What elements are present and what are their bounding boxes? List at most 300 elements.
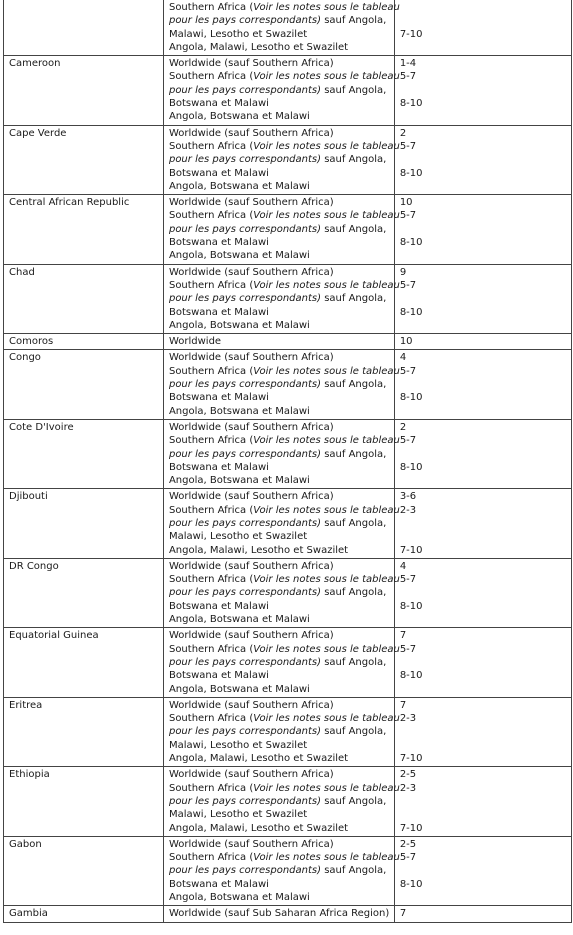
zone-line — [169, 292, 390, 305]
zone-text: Malawi, Lesotho et Swazilet — [168, 809, 308, 821]
value-cell — [394, 558, 571, 627]
zone-line — [168, 1, 400, 14]
zone-text: Southern Africa ( — [168, 852, 254, 864]
country-cell — [4, 334, 164, 350]
country-name: Gambia — [9, 908, 48, 920]
country-cell — [4, 906, 164, 922]
zone-text: Southern Africa ( — [168, 140, 254, 152]
zone-line — [168, 851, 400, 864]
zone-text: Botswana et Malawi — [168, 167, 269, 179]
zone-text: sauf Angola, — [321, 587, 387, 599]
zone-text: sauf Angola, — [321, 656, 387, 668]
value-line — [400, 864, 567, 877]
value-line — [400, 586, 567, 599]
value-line — [400, 474, 567, 487]
zone-note-italic: Voir les notes sous le tableau — [253, 504, 400, 516]
value-line: 7 — [399, 630, 407, 642]
zone-text: Worldwide (sauf Southern Africa) — [168, 266, 334, 278]
coverage-zone-cell — [163, 558, 400, 627]
zone-line — [169, 167, 390, 180]
zone-text: Southern Africa ( — [168, 279, 254, 291]
value-line — [400, 613, 567, 626]
table-row — [4, 56, 572, 125]
value-line: 2-3 — [399, 782, 417, 794]
zone-note-italic: Voir les notes sous le tableau — [253, 713, 400, 725]
zone-line — [168, 643, 400, 656]
zone-text: Botswana et Malawi — [168, 306, 269, 318]
value-line: 8-10 — [399, 392, 423, 404]
zone-note-italic: Voir les notes sous le tableau — [253, 279, 400, 291]
zone-line — [169, 795, 390, 808]
zone-text: Southern Africa ( — [168, 210, 254, 222]
value-line — [400, 84, 567, 97]
country-cell — [4, 0, 164, 56]
zone-note-italic: Voir les notes sous le tableau — [253, 435, 400, 447]
table-row — [4, 489, 572, 558]
zone-text: Worldwide (sauf Southern Africa) — [168, 769, 334, 781]
table-row — [4, 195, 572, 264]
zone-line — [169, 517, 390, 530]
zone-note-italic: pour les pays correspondants) — [168, 223, 322, 235]
country-name: Gabon — [9, 838, 42, 850]
zone-text: Worldwide (sauf Southern Africa) — [168, 197, 334, 209]
value-cell — [394, 419, 571, 488]
zone-line — [168, 712, 400, 725]
country-name: Chad — [9, 266, 35, 278]
zone-text: Southern Africa ( — [168, 782, 254, 794]
zone-text: sauf Angola, — [321, 726, 387, 738]
country-cell — [4, 350, 164, 419]
zone-text: Worldwide (sauf Southern Africa) — [168, 58, 334, 70]
zone-text: sauf Angola, — [321, 223, 387, 235]
zone-note-italic: Voir les notes sous le tableau — [253, 574, 400, 586]
value-line — [400, 319, 567, 332]
zone-line — [169, 461, 390, 474]
country-name: Djibouti — [9, 491, 48, 503]
value-line: 8-10 — [399, 237, 423, 249]
zone-text: Angola, Botswana et Malawi — [168, 405, 310, 417]
country-name: Comoros — [9, 336, 54, 348]
zone-text: sauf Angola, — [321, 795, 387, 807]
zone-line — [169, 474, 390, 487]
table-row — [4, 350, 572, 419]
value-line — [400, 795, 567, 808]
zone-text: Angola, Botswana et Malawi — [168, 683, 310, 695]
zone-note-italic: pour les pays correspondants) — [168, 84, 322, 96]
zone-line — [169, 28, 390, 41]
zone-text: Worldwide (sauf Southern Africa) — [168, 421, 334, 433]
zone-text: Angola, Botswana et Malawi — [168, 892, 310, 903]
value-line — [400, 517, 567, 530]
value-line — [400, 808, 567, 821]
country-name: DR Congo — [9, 560, 59, 572]
zone-line — [169, 613, 390, 626]
table-row — [4, 419, 572, 488]
value-line — [400, 530, 567, 543]
zone-line — [169, 236, 390, 249]
zone-text: Angola, Botswana et Malawi — [168, 250, 310, 262]
table-row — [4, 697, 572, 766]
value-line — [400, 683, 567, 696]
value-cell — [394, 56, 571, 125]
zone-note-italic: Voir les notes sous le tableau — [253, 140, 400, 152]
zone-line — [168, 365, 400, 378]
value-line: 2 — [399, 127, 407, 139]
country-name: Congo — [9, 352, 41, 364]
value-line — [400, 739, 567, 752]
zone-note-italic: pour les pays correspondants) — [168, 448, 322, 460]
zone-text: sauf Angola, — [321, 15, 387, 27]
value-line — [400, 180, 567, 193]
value-line: 5-7 — [399, 643, 417, 655]
table-row — [4, 264, 572, 333]
zone-line — [169, 306, 390, 319]
value-line — [400, 41, 567, 54]
value-line — [400, 405, 567, 418]
zone-line — [169, 752, 390, 765]
zone-line — [168, 782, 400, 795]
coverage-zone-cell — [163, 56, 400, 125]
country-cell — [4, 264, 164, 333]
zone-text: Worldwide — [168, 336, 222, 348]
zone-note-italic: pour les pays correspondants) — [168, 795, 322, 807]
zone-note-italic: Voir les notes sous le tableau — [253, 365, 400, 377]
value-cell — [394, 628, 571, 697]
zone-text: Botswana et Malawi — [168, 600, 269, 612]
zone-text: Angola, Malawi, Lesotho et Swazilet — [168, 822, 349, 834]
country-cell — [4, 195, 164, 264]
value-line: 7 — [399, 908, 407, 920]
coverage-zone-cell — [163, 697, 400, 766]
zone-note-italic: pour les pays correspondants) — [168, 726, 322, 738]
zone-text: Worldwide (sauf Southern Africa) — [168, 560, 334, 572]
value-line: 10 — [399, 336, 413, 348]
zone-line — [169, 907, 390, 920]
zone-text: Angola, Botswana et Malawi — [168, 475, 310, 487]
table-row — [4, 628, 572, 697]
zone-text: Southern Africa ( — [168, 713, 254, 725]
zone-text: Worldwide (sauf Southern Africa) — [168, 699, 334, 711]
value-line: 5-7 — [399, 210, 417, 222]
zone-line — [169, 838, 390, 851]
value-line: 5-7 — [399, 852, 417, 864]
zone-note-italic: pour les pays correspondants) — [168, 587, 322, 599]
value-line — [400, 292, 567, 305]
zone-line — [169, 768, 390, 781]
zone-line — [169, 891, 390, 904]
country-name: Cape Verde — [9, 127, 67, 139]
zone-note-italic: pour les pays correspondants) — [168, 517, 322, 529]
value-line: 8-10 — [399, 167, 423, 179]
country-name: Ethiopia — [9, 769, 50, 781]
country-cell — [4, 767, 164, 836]
zone-text: Southern Africa ( — [168, 435, 254, 447]
country-name: Cote D'Ivoire — [9, 421, 74, 433]
zone-text: Angola, Botswana et Malawi — [168, 111, 310, 123]
country-name — [9, 1, 159, 14]
zone-note-italic: Voir les notes sous le tableau — [253, 210, 400, 222]
value-cell — [394, 489, 571, 558]
value-line: 5-7 — [399, 365, 417, 377]
value-line: 7-10 — [399, 753, 423, 765]
country-cell — [4, 489, 164, 558]
table-row — [4, 767, 572, 836]
value-cell — [394, 350, 571, 419]
zone-text: Southern Africa ( — [168, 504, 254, 516]
zone-note-italic: Voir les notes sous le tableau — [253, 852, 400, 864]
zone-line — [168, 434, 400, 447]
value-line: 4 — [399, 352, 407, 364]
value-line: 9 — [399, 266, 407, 278]
country-cell — [4, 628, 164, 697]
value-cell — [394, 125, 571, 194]
zone-text: Worldwide (sauf Southern Africa) — [168, 838, 334, 850]
value-line: 7-10 — [399, 822, 423, 834]
country-zone-table — [3, 0, 572, 923]
value-line — [400, 14, 567, 27]
value-line: 2 — [399, 421, 407, 433]
value-line — [400, 153, 567, 166]
zone-text: Malawi, Lesotho et Swazilet — [168, 28, 308, 40]
value-line: 5-7 — [399, 279, 417, 291]
country-cell — [4, 419, 164, 488]
coverage-zone-cell — [163, 195, 400, 264]
zone-line — [169, 223, 390, 236]
zone-note-italic: pour les pays correspondants) — [168, 154, 322, 166]
value-line — [400, 223, 567, 236]
zone-note-italic: pour les pays correspondants) — [168, 379, 322, 391]
zone-text: Botswana et Malawi — [168, 878, 269, 890]
zone-note-italic: pour les pays correspondants) — [168, 15, 322, 27]
coverage-zone-cell — [163, 264, 400, 333]
table-row — [4, 334, 572, 350]
table-row — [4, 906, 572, 922]
zone-text: Botswana et Malawi — [168, 237, 269, 249]
zone-line — [169, 57, 390, 70]
zone-line — [169, 739, 390, 752]
zone-text: Southern Africa ( — [168, 365, 254, 377]
zone-line — [169, 249, 390, 262]
zone-line — [169, 378, 390, 391]
value-line: 5-7 — [399, 574, 417, 586]
zone-text: Southern Africa ( — [168, 574, 254, 586]
value-line — [400, 725, 567, 738]
value-line: 7 — [399, 699, 407, 711]
zone-line — [169, 560, 390, 573]
zone-text: sauf Angola, — [321, 448, 387, 460]
value-line: 8-10 — [399, 306, 423, 318]
zone-line — [169, 699, 390, 712]
table-row — [4, 0, 572, 56]
zone-text: Angola, Malawi, Lesotho et Swazilet — [168, 753, 349, 765]
table-row — [4, 125, 572, 194]
zone-text: sauf Angola, — [321, 84, 387, 96]
zone-line — [169, 544, 390, 557]
zone-text: Botswana et Malawi — [168, 98, 269, 110]
zone-line — [168, 504, 400, 517]
zone-text: sauf Angola, — [321, 293, 387, 305]
zone-text: sauf Angola, — [321, 865, 387, 877]
zone-note-italic: Voir les notes sous le tableau — [253, 782, 400, 794]
zone-line — [169, 180, 390, 193]
zone-text: Botswana et Malawi — [168, 461, 269, 473]
zone-text: Southern Africa ( — [168, 643, 254, 655]
zone-line — [169, 97, 390, 110]
zone-line — [168, 209, 400, 222]
value-line — [400, 448, 567, 461]
value-line: 7-10 — [399, 28, 423, 40]
value-line: 8-10 — [399, 98, 423, 110]
zone-line — [169, 725, 390, 738]
zone-text: sauf Angola, — [321, 379, 387, 391]
value-line — [400, 378, 567, 391]
zone-note-italic: pour les pays correspondants) — [168, 656, 322, 668]
value-line — [400, 1, 567, 14]
zone-text: sauf Angola, — [321, 154, 387, 166]
coverage-zone-cell — [163, 350, 400, 419]
value-cell — [394, 195, 571, 264]
zone-line — [168, 70, 400, 83]
value-line: 8-10 — [399, 461, 423, 473]
coverage-zone-cell — [163, 125, 400, 194]
value-line: 2-5 — [399, 769, 417, 781]
zone-line — [168, 573, 400, 586]
zone-line — [169, 127, 390, 140]
value-line: 8-10 — [399, 670, 423, 682]
zone-note-italic: Voir les notes sous le tableau — [253, 71, 400, 83]
zone-text: Angola, Botswana et Malawi — [168, 180, 310, 192]
zone-line — [169, 530, 390, 543]
coverage-zone-cell — [163, 489, 400, 558]
coverage-zone-cell — [163, 628, 400, 697]
value-line: 5-7 — [399, 71, 417, 83]
value-cell — [394, 697, 571, 766]
coverage-zone-cell — [163, 0, 400, 56]
value-line: 5-7 — [399, 435, 417, 447]
zone-line — [169, 335, 390, 348]
zone-line — [169, 153, 390, 166]
zone-text: Malawi, Lesotho et Swazilet — [168, 739, 308, 751]
value-line: 7-10 — [399, 544, 423, 556]
country-cell — [4, 697, 164, 766]
table-row — [4, 836, 572, 905]
value-line — [400, 110, 567, 123]
zone-text: Worldwide (sauf Southern Africa) — [168, 352, 334, 364]
zone-line — [169, 405, 390, 418]
value-cell — [394, 906, 571, 922]
value-line: 1-4 — [399, 58, 417, 70]
coverage-zone-cell — [163, 836, 400, 905]
value-line: 2-3 — [399, 504, 417, 516]
value-line: 2-3 — [399, 713, 417, 725]
zone-text: Angola, Botswana et Malawi — [168, 319, 310, 331]
zone-text: Botswana et Malawi — [168, 670, 269, 682]
zone-line — [169, 421, 390, 434]
zone-line — [169, 683, 390, 696]
zone-text: Worldwide (sauf Southern Africa) — [168, 491, 334, 503]
coverage-zone-cell — [163, 419, 400, 488]
value-cell — [394, 334, 571, 350]
zone-line — [169, 656, 390, 669]
value-line: 10 — [399, 197, 413, 209]
zone-line — [169, 448, 390, 461]
zone-text: Malawi, Lesotho et Swazilet — [168, 531, 308, 543]
zone-line — [169, 196, 390, 209]
zone-line — [168, 279, 400, 292]
zone-text: Southern Africa ( — [168, 2, 254, 13]
country-cell — [4, 558, 164, 627]
zone-text: Angola, Malawi, Lesotho et Swazilet — [168, 41, 349, 53]
zone-line — [169, 669, 390, 682]
country-name: Eritrea — [9, 699, 43, 711]
zone-line — [169, 629, 390, 642]
zone-text: Angola, Botswana et Malawi — [168, 614, 310, 626]
value-line: 8-10 — [399, 878, 423, 890]
table-row — [4, 558, 572, 627]
zone-line — [169, 878, 390, 891]
coverage-zone-cell — [163, 767, 400, 836]
value-cell — [394, 767, 571, 836]
value-cell — [394, 264, 571, 333]
zone-note-italic: Voir les notes sous le tableau — [253, 2, 400, 13]
zone-line — [169, 41, 390, 54]
zone-note-italic: pour les pays correspondants) — [168, 865, 322, 877]
zone-text: Botswana et Malawi — [168, 392, 269, 404]
zone-note-italic: Voir les notes sous le tableau — [253, 643, 400, 655]
value-line — [400, 656, 567, 669]
value-line: 2-5 — [399, 838, 417, 850]
zone-line — [168, 140, 400, 153]
zone-line — [169, 586, 390, 599]
zone-text: Worldwide (sauf Sub Saharan Africa Region) — [168, 908, 390, 920]
zone-line — [169, 391, 390, 404]
zone-text: Worldwide (sauf Southern Africa) — [168, 127, 334, 139]
value-line: 5-7 — [399, 140, 417, 152]
zone-line — [169, 490, 390, 503]
country-name: Central African Republic — [9, 197, 130, 209]
zone-line — [169, 110, 390, 123]
value-line: 4 — [399, 560, 407, 572]
zone-text: Angola, Malawi, Lesotho et Swazilet — [168, 544, 349, 556]
value-line — [400, 249, 567, 262]
table-body — [4, 0, 572, 922]
country-cell — [4, 56, 164, 125]
value-line — [400, 891, 567, 904]
value-line: 3-6 — [399, 491, 417, 503]
zone-line — [169, 864, 390, 877]
country-name: Cameroon — [9, 58, 61, 70]
value-cell — [394, 0, 571, 56]
zone-text: Worldwide (sauf Southern Africa) — [168, 630, 334, 642]
zone-line — [169, 600, 390, 613]
coverage-zone-cell — [163, 334, 394, 350]
zone-line — [169, 14, 390, 27]
zone-line — [169, 84, 390, 97]
zone-note-italic: pour les pays correspondants) — [168, 293, 322, 305]
country-cell — [4, 836, 164, 905]
zone-line — [169, 266, 390, 279]
zone-text: sauf Angola, — [321, 517, 387, 529]
country-name: Equatorial Guinea — [9, 630, 99, 642]
country-cell — [4, 125, 164, 194]
zone-line — [169, 319, 390, 332]
coverage-zone-cell — [163, 906, 394, 922]
zone-text: Southern Africa ( — [168, 71, 254, 83]
zone-line — [169, 808, 390, 821]
zone-line — [169, 351, 390, 364]
value-line: 8-10 — [399, 600, 423, 612]
zone-line — [169, 822, 390, 835]
